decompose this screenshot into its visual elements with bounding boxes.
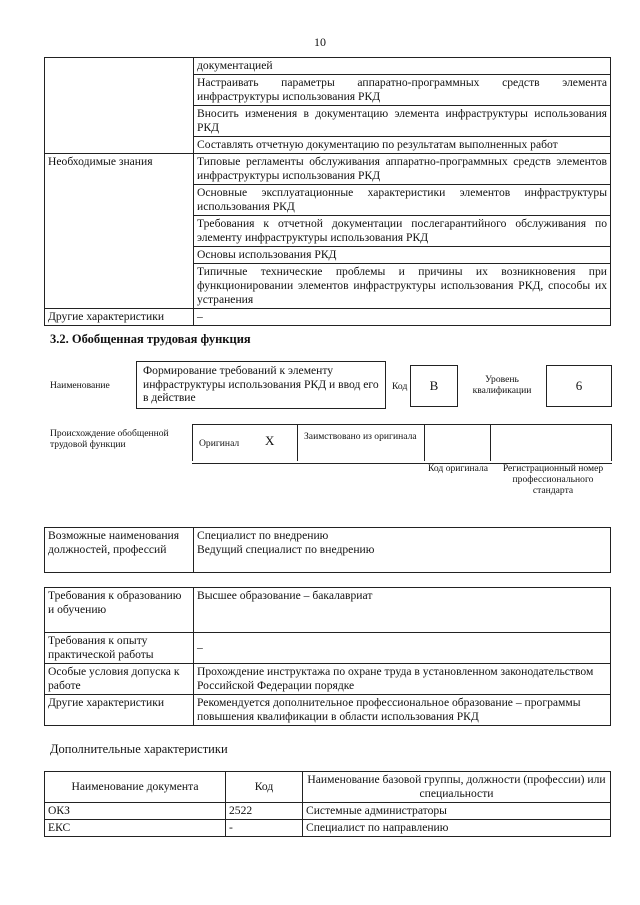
table-row: [45, 528, 611, 573]
req-value: Рекомендуется дополнительное профессиональное образование – программы повышения квалификации в области использования РКД: [194, 695, 611, 726]
req-value: Высшее образование – бакалавриат: [194, 588, 611, 633]
row-label: Другие характеристики: [45, 309, 194, 326]
code-label: Код: [392, 381, 408, 392]
table-row: [45, 803, 611, 820]
req-label: Другие характеристики: [45, 695, 194, 726]
column-header: Наименование базовой группы, должности (профессии) или специальности: [303, 772, 611, 803]
table-cell: Вносить изменения в документацию элемента инфраструктуры использования РКД: [194, 106, 611, 137]
reg-number-label: Регистрационный номер профессионального стандарта: [502, 463, 604, 496]
req-value: Прохождение инструктажа по охране труда в установленном законодательством Российской Федерации порядке: [194, 664, 611, 695]
origin-label: Происхождение обобщенной трудовой функции: [50, 428, 169, 450]
table-cell: –: [194, 309, 611, 326]
table-cell: Составлять отчетную документацию по результатам выполненных работ: [194, 137, 611, 154]
origin-original-cell: [193, 425, 298, 461]
row-label: Необходимые знания: [45, 154, 194, 309]
table-row: [45, 154, 611, 185]
req-label: Требования к образованию и обучению: [45, 588, 194, 633]
table-cell: Требования к отчетной документации послегарантийного обслуживания по элементу инфраструктуры использования РКД: [194, 216, 611, 247]
name-label: Наименование: [50, 380, 110, 391]
function-name-box: Формирование требований к элементу инфраструктуры использования РКД и ввод его в действие: [136, 361, 386, 409]
req-label: Требования к опыту практической работы: [45, 633, 194, 664]
reg-number-cell: [491, 425, 612, 461]
table-cell: Типовые регламенты обслуживания аппаратно-программных средств элементов инфраструктуры использования РКД: [194, 154, 611, 185]
table-cell: Основы использования РКД: [194, 247, 611, 264]
table-row: [45, 664, 611, 695]
additional-heading: Дополнительные характеристики: [50, 742, 228, 756]
table-row: [45, 588, 611, 633]
level-label: Уровень квалификации: [472, 374, 532, 396]
positions-values: [194, 528, 611, 573]
table-row: [45, 820, 611, 837]
additional-table: [44, 771, 611, 837]
page-number: 10: [314, 35, 326, 49]
table-cell: 2522: [226, 803, 303, 820]
table-cell: Основные эксплуатационные характеристики элементов инфраструктуры использования РКД: [194, 185, 611, 216]
req-label: Особые условия допуска к работе: [45, 664, 194, 695]
table-cell: ОКЗ: [45, 803, 226, 820]
table-row: [45, 309, 611, 326]
origin-original-label: Оригинал: [199, 438, 240, 449]
table-cell: Настраивать параметры аппаратно-программных средств элемента инфраструктуры использования РКД: [194, 75, 611, 106]
table-cell: Системные администраторы: [303, 803, 611, 820]
column-header: Код: [226, 772, 303, 803]
table-cell: документацией: [194, 58, 611, 75]
table-cell: ЕКС: [45, 820, 226, 837]
table-cell: -: [226, 820, 303, 837]
position-item: Специалист по внедрению: [197, 529, 329, 542]
column-header: Наименование документа: [45, 772, 226, 803]
origin-row: [192, 424, 612, 464]
table-row: [45, 58, 611, 75]
origin-borrowed-label: Заимствовано из оригинала: [298, 425, 425, 461]
requirements-table: [44, 587, 611, 726]
table-row: [45, 695, 611, 726]
table-header-row: [45, 772, 611, 803]
orig-code-label: Код оригинала: [427, 463, 489, 474]
positions-table: [44, 527, 611, 573]
orig-code-cell: [425, 425, 491, 461]
table-cell: Специалист по направлению: [303, 820, 611, 837]
level-value-box: 6: [546, 365, 612, 407]
req-value: –: [194, 633, 611, 664]
origin-mark: X: [265, 433, 275, 448]
code-value-box: B: [410, 365, 458, 407]
position-item: Ведущий специалист по внедрению: [197, 543, 375, 556]
section-heading: 3.2. Обобщенная трудовая функция: [50, 332, 251, 346]
table-cell: Типичные технические проблемы и причины их возникновения при функционировании элементов инфраструктуры использования РКД, способы их устранения: [194, 264, 611, 309]
table-row: [45, 633, 611, 664]
row-label: [45, 58, 194, 154]
skills-knowledge-table: [44, 57, 611, 326]
positions-label: Возможные наименования должностей, профессий: [45, 528, 194, 573]
